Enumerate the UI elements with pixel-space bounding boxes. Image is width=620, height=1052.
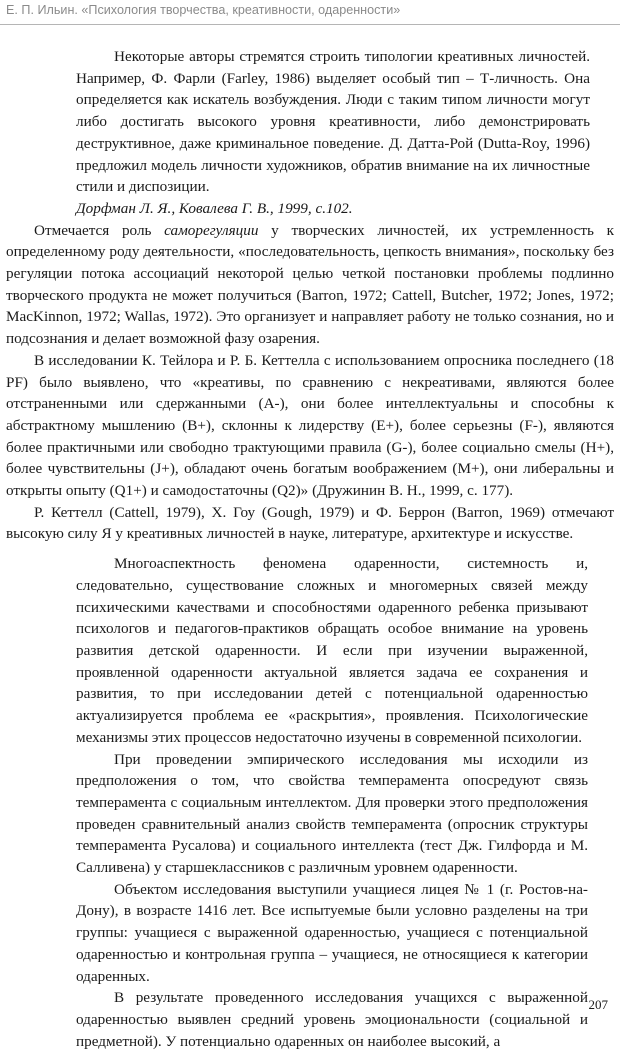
block-paragraph-3: Объектом исследования выступили учащиеся лицея № 1 (г. Ростов-на-Дону), в возрасте 1416 лет. Все испытуемые были условно разделены на три группы: учащиеся с выраженной одаренностью, учащиеся с потенциальной одаренностью и контрольная группа – учащиеся, не относящиеся к категории одаренных. [76, 880, 588, 985]
main-paragraph-3: Р. Кеттелл (Cattell, 1979), Х. Гоу (Gough, 1979) и Ф. Беррон (Barron, 1969) отмечают высокую силу Я у креативных личностей в науке, литературе, архитектуре и искусстве. [6, 503, 614, 543]
main-paragraph-2: В исследовании К. Тейлора и Р. Б. Кеттелла с использованием опросника последнего (18 PF) было выявлено, что «креативы, по сравнению с некреативами, являются более отстраненными или сдержанными (A-), они более интеллектуальны и способны к абстрактному мышлению (B+), склонны к лидерству (E+), более серьезны (F-), являются более практичными или свободно трактующими правила (G-), более социально смелы (H+), более чувствительны (J+), обладают очень богатым воображением (M+), они либеральны и открыты опыту (Q1+) и самодостаточны (Q2)» (Дружинин В. Н., 1999, с. 177). [6, 351, 614, 500]
main-text [0, 220, 620, 546]
main-p1-emphasis: саморегуляции [164, 221, 259, 239]
block-paragraph-2: При проведении эмпирического исследования мы исходили из предположения о том, что свойства темперамента опосредуют связь темперамента с социальным интеллектом. Для проверки этого предположения проведен сравнительный анализ свойств темперамента (опросник структуры темперамента Русалова) и социального интеллекта (тест Дж. Гилфорда и М. Салливена) у старшеклассников с различным уровнем одаренности. [76, 750, 588, 877]
main-paragraph-1 [0, 220, 620, 350]
running-head: Е. П. Ильин. «Психология творчества, креативности, одаренности» [6, 3, 401, 17]
indented-block [0, 545, 620, 1052]
quote-source: Дорфман Л. Я., Ковалева Г. В., 1999, с.102. [76, 199, 353, 217]
page-body [0, 46, 620, 1052]
main-p1-before: Отмечается роль [34, 221, 165, 239]
block-paragraph-1: Многоаспектность феномена одаренности, системность и, следовательно, существование сложных и многомерных связей между психическими качествами и способностями одаренного ребенка призывают психологов и педагогов-практиков обращать особое внимание на уровень развития детской одаренности. И если при изучении выраженной, проявленной одаренности актуальной является задача ее сохранения и развития, то при исследовании детей с потенциальной одаренностью актуализируется проблема ее «раскрытия», проявления. Психологические механизмы этих процессов недостаточно изучены в современной психологии. [76, 555, 588, 746]
quote-paragraph: Некоторые авторы стремятся строить типологии креативных личностей. Например, Ф. Фарли (Farley, 1986) выделяет особый тип – Т-личность. Она определяется как искатель возбуждения. Люди с таким типом личности могут либо достигать высокого уровня креативности, либо демонстрировать деструктивное, даже криминальное поведение. Д. Датта-Рой (Dutta-Roy, 1996) предложил модель личности художников, обратив внимание на их личностные стили и диспозиции. [76, 48, 590, 196]
page-number: 207 [588, 997, 608, 1012]
block-paragraph-4: В результате проведенного исследования учащихся с выраженной одаренностью выявлен средний уровень эмоциональности (социальной и предметной). У потенциально одаренных он наиболее высокий, а [76, 989, 588, 1050]
quote-block [0, 46, 620, 220]
header-divider [0, 24, 620, 25]
main-p1-after: у творческих личностей, их устремленность к определенному роду деятельности, «последовательность, цепкость внимания», поскольку без регуляции потока ассоциаций некоторой целью четкой постановки проблемы подлинно творческого продукта не может получиться (Barron, 1972; Cattell, Butcher, 1972; Jones, 1972; MacKinnon, 1972; Wallas, 1972). Это организует и направляет работу не только сознания, но и подсознания и делает возможной фазу озарения. [6, 221, 614, 348]
